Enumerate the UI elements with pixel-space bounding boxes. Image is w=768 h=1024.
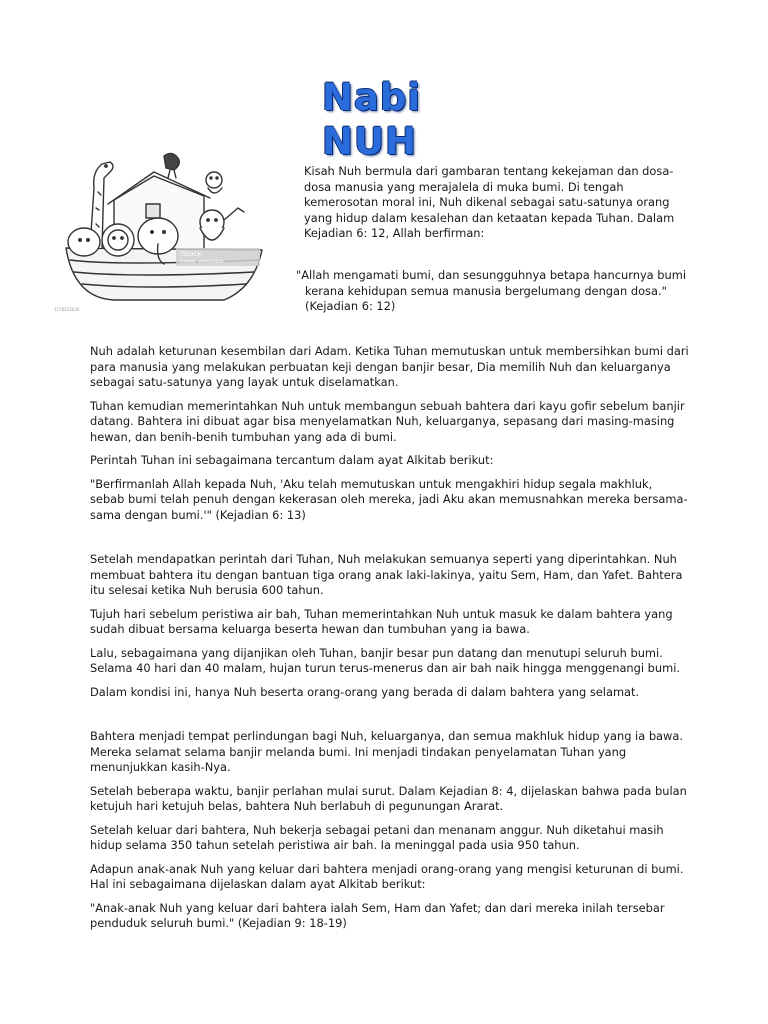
- article-body: [90, 344, 690, 940]
- paragraph: Perintah Tuhan ini sebagaimana tercantum dalam ayat Alkitab berikut:: [90, 453, 494, 467]
- paragraph: Adapun anak-anak Nuh yang keluar dari bahtera menjadi orang-orang yang mengisi keturunan di bumi. Hal ini sebagaimana dijelaskan dalam ayat Alkitab berikut:: [90, 861, 684, 891]
- paragraph: Tuhan kemudian memerintahkan Nuh untuk membangun sebuah bahtera dari kayu gofir sebelum banjir datang. Bahtera ini dibuat agar bisa menyelamatkan Nuh, keluarganya, sepasang dari masing-masing hewan, dan benih-benih tumbuhan yang ada di bumi.: [90, 398, 685, 444]
- watermark-credit: Credit: vectorator: [180, 259, 225, 265]
- noah-ark-illustration: [54, 148, 266, 314]
- paragraph: Setelah mendapatkan perintah dari Tuhan, Nuh melakukan semuanya seperti yang diperintahkan. Nuh membuat bahtera itu dengan bantuan tiga orang anak laki-lakinya, yaitu Sem, Ham, dan Yafet. Bahtera itu selesai ketika Nuh berusia 600 tahun.: [90, 552, 683, 597]
- intro-paragraph: Kisah Nuh bermula dari gambaran tentang kekejaman dan dosa-dosa manusia yang merajalela di muka bumi. Di tengah kemerosotan moral ini, Nuh dikenal sebagai satu-satunya orang yang hidup dalam kesalehan dan ketaatan kepada Tuhan. Dalam Kejadian 6: 12, Allah berfirman:: [304, 164, 675, 240]
- watermark-text: iStock: [180, 250, 202, 258]
- paragraph: Setelah keluar dari bahtera, Nuh bekerja sebagai petani dan menanam anggur. Nuh diketahui masih hidup selama 350 tahun setelah peristiwa air bah. Ia meninggal pada usia 950 tahun.: [90, 822, 664, 852]
- paragraph: Tujuh hari sebelum peristiwa air bah, Tuhan memerintahkan Nuh untuk masuk ke dalam bahtera yang sudah dibuat bersama keluarga beserta hewan dan tumbuhan yang ia bawa.: [90, 606, 673, 636]
- quote-paragraph: "Berfirmanlah Allah kepada Nuh, 'Aku telah memutuskan untuk mengakhiri hidup segala makhluk, sebab bumi telah penuh dengan kekerasan oleh mereka, jadi Aku akan memusnahkan mereka bersama-sama dengan bumi.'" (Kejadian 6: 13): [90, 476, 688, 522]
- page-title: [322, 76, 421, 164]
- image-id: 1276153620: [54, 307, 80, 312]
- paragraph: Dalam kondisi ini, hanya Nuh beserta orang-orang yang berada di dalam bahtera yang selamat.: [90, 684, 640, 699]
- quote-paragraph: "Anak-anak Nuh yang keluar dari bahtera ialah Sem, Ham dan Yafet; dan dari mereka inilah tersebar penduduk seluruh bumi." (Kejadian 9: 18-19): [90, 900, 665, 930]
- paragraph: Lalu, sebagaimana yang dijanjikan oleh Tuhan, banjir besar pun datang dan menutupi seluruh bumi. Selama 40 hari dan 40 malam, hujan turun terus-menerus dan air bah naik hingga menggenangi bumi.: [90, 645, 680, 675]
- paragraph: Setelah beberapa waktu, banjir perlahan mulai surut. Dalam Kejadian 8: 4, dijelaskan bahwa pada bulan ketujuh hari ketujuh belas, bahtera Nuh berlabuh di pegunungan Ararat.: [90, 783, 687, 813]
- paragraph: Bahtera menjadi tempat perlindungan bagi Nuh, keluarganya, dan semua makhluk hidup yang ia bawa. Mereka selamat selama banjir melanda bumi. Ini menjadi tindakan penyelamatan Tuhan yang menunjukkan kasih-Nya.: [90, 729, 683, 774]
- paragraph: Nuh adalah keturunan kesembilan dari Adam. Ketika Tuhan memutuskan untuk membersihkan bumi dari para manusia yang melakukan perbuatan keji dengan banjir besar, Dia memilih Nuh dan keluarganya sebagai satu-satunya yang layak untuk diselamatkan.: [90, 344, 689, 389]
- quote-kejadian-6-12: "Allah mengamati bumi, dan sesungguhnya betapa hancurnya bumi kerana kehidupan semua manusia bergelumang dengan dosa." (Kejadian 6: 12): [296, 268, 686, 313]
- title-line-1: Nabi: [322, 76, 422, 119]
- title-line-2: NUH: [322, 120, 417, 163]
